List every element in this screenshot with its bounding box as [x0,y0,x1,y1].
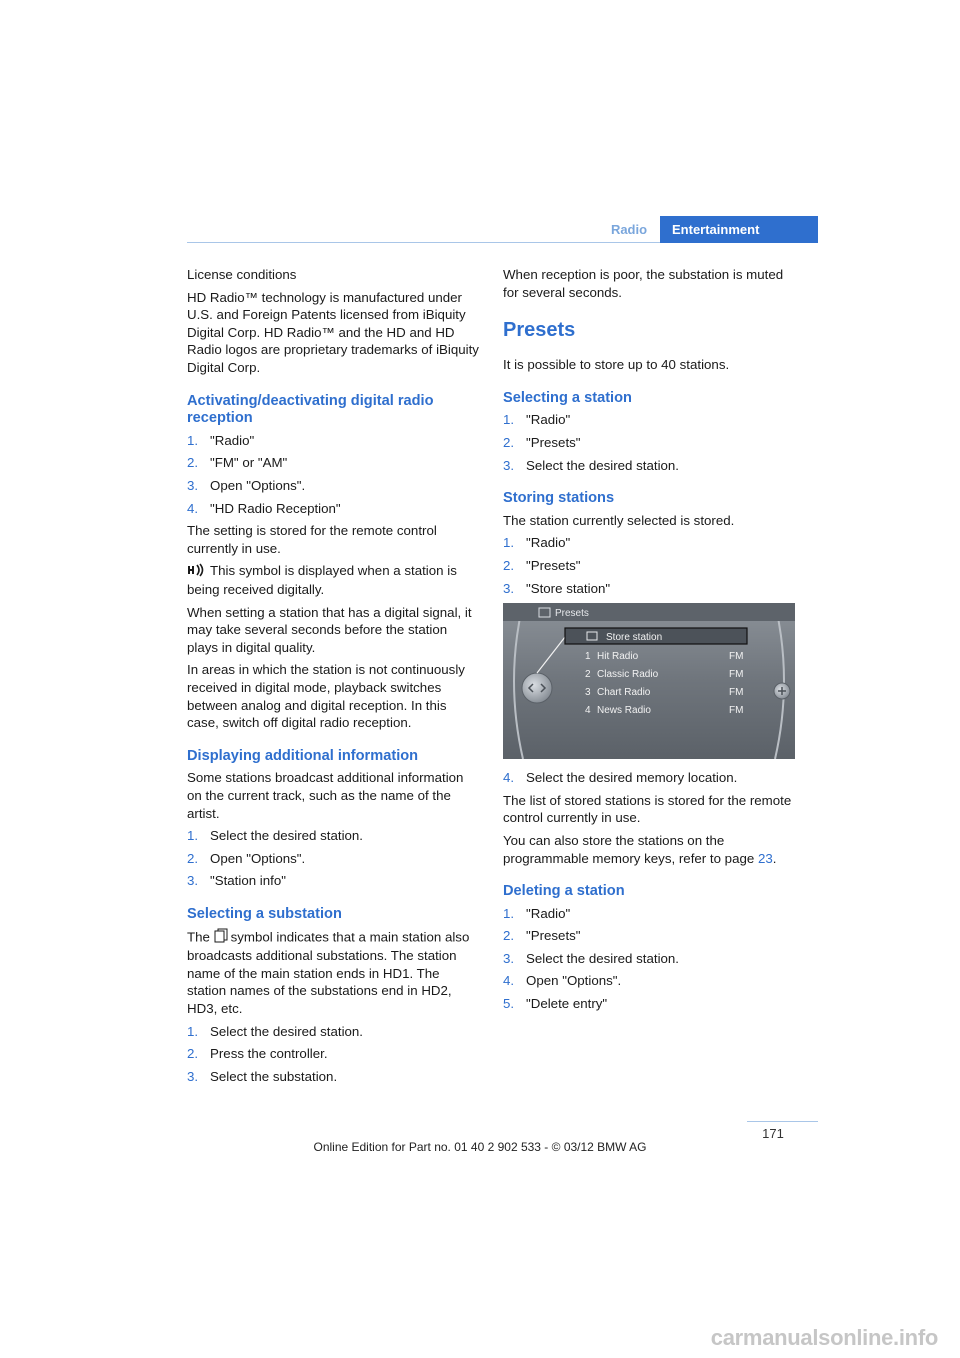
list-item: 1. "Radio" [503,535,571,551]
additional-heading: Displaying additional information [187,747,419,764]
after-screen-steps [503,769,797,787]
presets-heading: Presets [503,319,576,342]
screen-right-knob [774,683,790,699]
substation-heading: Selecting a substation [187,906,342,922]
watermark: carmanualsonline.info [710,1325,938,1350]
list-item: 3. Open "Options". [187,477,306,493]
list-item: 3. Select the desired station. [503,457,680,473]
footer-edition: Online Edition for Part no. 01 40 2 902 533 - © 03/12 BMW AG [313,1140,647,1154]
svg-text:4: 4 [585,705,591,717]
svg-text:Classic Radio: Classic Radio [597,669,659,681]
list-item: 3. "Station info" [187,873,286,889]
page-number: 171 [762,1126,784,1141]
substation-steps [187,1023,481,1086]
storing-heading: Storing stations [503,490,615,507]
svg-text:Presets: Presets [555,608,589,620]
page-reference-link[interactable]: 23 [757,850,773,866]
selecting-steps [503,411,797,474]
svg-text:FM: FM [729,651,744,663]
list-item: 1. "Radio" [503,412,571,428]
additional-body: Some stations broadcast additional information on the current track, such as the name of the artist. [187,770,464,821]
list-item: 2. "FM" or "AM" [187,455,288,471]
screen-left-knob [522,673,552,703]
additional-steps [187,827,481,890]
storing-steps [503,534,797,597]
areas-text: In areas in which the station is not continuously received in digital mode, playback switches between analog and digital reception. In this case, switch off digital radio reception. [187,662,465,731]
presets-screen-image [503,603,795,759]
header-chapter: Entertainment [660,216,818,243]
right-column [503,266,797,1018]
presets-body: It is possible to store up to 40 stations. [503,357,730,373]
list-item: 1. "Radio" [503,905,571,921]
list-item: 3. Select the substation. [187,1068,338,1084]
deleting-steps [503,905,797,1013]
activate-heading: Activating/deactivating digital radio reception [187,392,434,427]
hd-signal-icon [187,563,207,582]
svg-text:Store station: Store station [606,632,663,644]
license-title: License conditions [187,267,297,282]
list-item: 2. "Presets" [503,557,581,573]
list-item: 4. Select the desired memory location. [503,770,738,786]
storing-body: The station currently selected is stored. [503,512,735,528]
hd-symbol-text: This symbol is displayed when a station is being received digitally. [187,563,457,598]
svg-text:3: 3 [585,687,591,699]
substation-body: The symbol indicates that a main station also broadcasts additional substations. The station name of the main station ends in HD1. The station names of the substations end in HD2, HD3, etc. [187,928,470,1016]
setting-stored-text: The setting is stored for the remote control currently in use. [187,523,437,556]
list-item: 2. Press the controller. [187,1046,328,1062]
list-item: 4. "HD Radio Reception" [187,500,341,516]
list-stored-text: The list of stored stations is stored for the remote control currently in use. [503,792,792,826]
poor-reception-text: When reception is poor, the substation is muted for several seconds. [503,267,784,300]
header-section: Radio [610,222,648,237]
substation-icon [214,928,228,948]
selecting-heading: Selecting a station [503,389,632,406]
list-item: 4. Open "Options". [503,973,622,989]
activate-steps [187,432,481,517]
screen-store-station-row [565,628,747,644]
hd-symbol-paragraph [187,562,481,598]
svg-text:Hit Radio: Hit Radio [597,651,639,663]
memory-keys-text: You can also store the stations on the programmable memory keys, refer to page 23. [503,832,777,866]
list-item: 5. "Delete entry" [503,996,608,1012]
left-column [187,266,481,1090]
list-item: 2. "Presets" [503,928,581,944]
list-item: 2. "Presets" [503,434,581,450]
digital-signal-text: When setting a station that has a digital signal, it may take several seconds before the station plays in digital quality. [187,604,472,655]
page-number-rule [747,1121,818,1122]
list-item: 3. Select the desired station. [503,950,680,966]
deleting-heading: Deleting a station [503,883,625,900]
svg-text:News Radio: News Radio [597,705,651,717]
list-item: 2. Open "Options". [187,850,306,866]
svg-text:Chart Radio: Chart Radio [597,687,651,699]
list-item: 1. Select the desired station. [187,1023,364,1039]
svg-text:2: 2 [585,669,591,681]
license-body: HD Radio™ technology is manufactured under U.S. and Foreign Patents licensed from iBiquity Digital Corp. HD Radio™ and the HD and HD Radio logos are proprietary trademarks of iBiquity Digital Corp. [187,289,479,375]
svg-text:FM: FM [729,687,744,699]
svg-text:FM: FM [729,669,744,681]
list-item: 3. "Store station" [503,580,611,596]
svg-text:FM: FM [729,705,744,717]
svg-text:1: 1 [585,651,591,663]
list-item: 1. Select the desired station. [187,828,364,844]
list-item: 1. "Radio" [187,432,255,448]
